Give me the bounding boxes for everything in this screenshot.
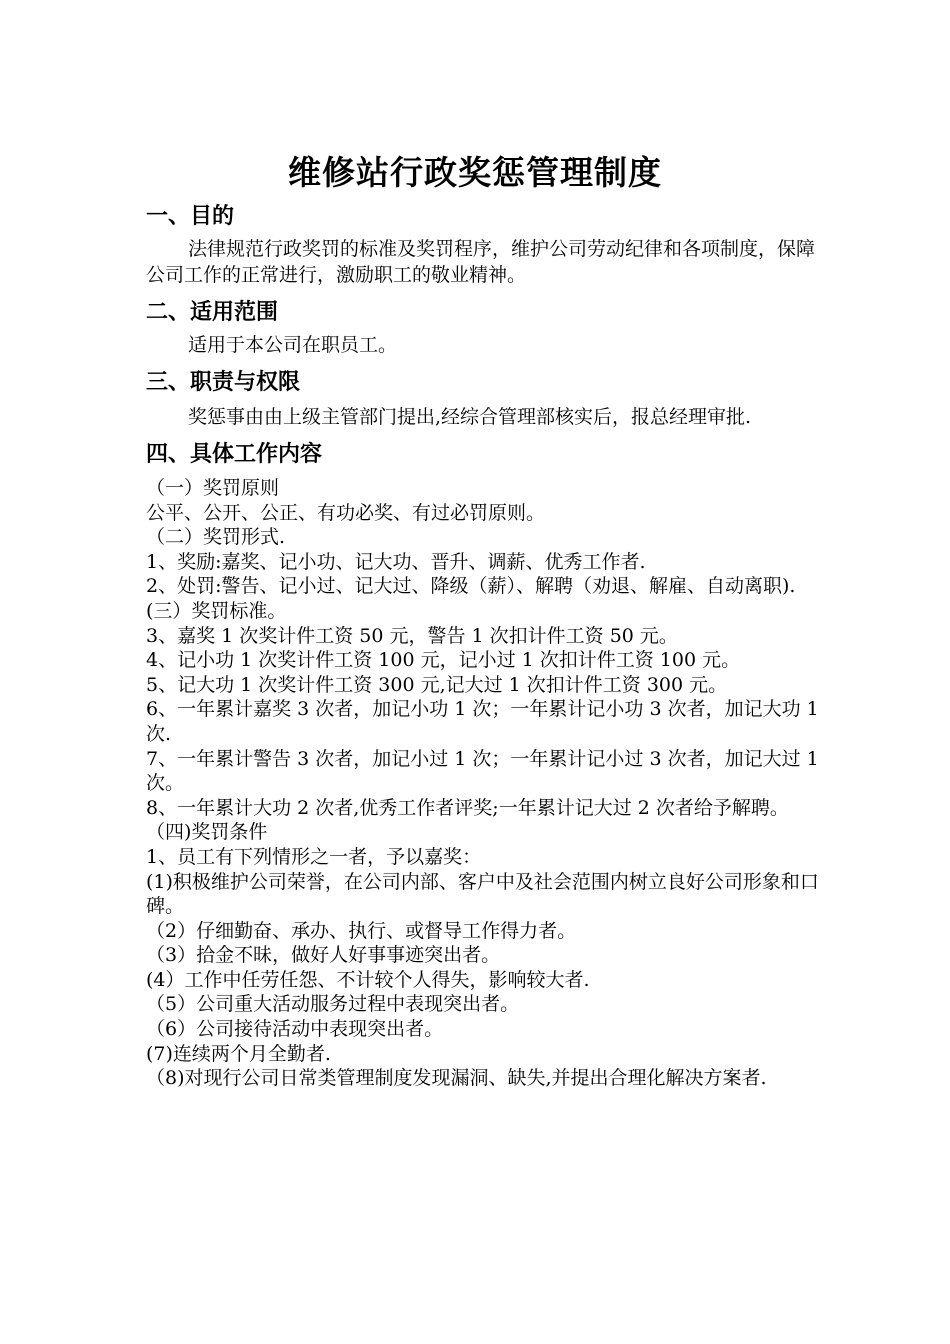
list-item: （5）公司重大活动服务过程中表现突出者。 — [146, 993, 520, 1016]
section-heading: 三、职责与权限 — [146, 370, 301, 395]
list-item: （6）公司接待活动中表现突出者。 — [146, 1018, 444, 1041]
document-title: 维修站行政奖惩管理制度 — [288, 153, 662, 193]
list-item: （四)奖罚条件 — [146, 821, 268, 844]
list-item: 公平、公开、公正、有功必奖、有过必罚原则。 — [146, 501, 546, 524]
list-item: （2）仔细勤奋、承办、执行、或督导工作得力者。 — [146, 919, 577, 942]
list-item: (1)积极维护公司荣誉，在公司内部、客户中及社会范围内树立良好公司形象和口碑。 — [146, 870, 819, 918]
list-item: 5、记大功 1 次奖计件工资 300 元,记大过 1 次扣计件工资 300 元。 — [146, 673, 728, 696]
work-item-list — [146, 476, 822, 1091]
section-paragraph: 法律规范行政奖罚的标准及奖罚程序，维护公司劳动纪律和各项制度，保障公司工作的正常进行，激励职工的敬业精神。 — [146, 238, 816, 286]
section-heading: 二、适用范围 — [146, 300, 279, 325]
section-heading: 四、具体工作内容 — [146, 442, 323, 467]
list-item: 1、奖励:嘉奖、记小功、记大功、晋升、调薪、优秀工作者. — [146, 550, 646, 573]
section-paragraph: 适用于本公司在职员工。 — [188, 334, 398, 356]
section-paragraph: 奖惩事由由上级主管部门提出,经综合管理部核实后，报总经理审批. — [188, 406, 752, 428]
list-item: (7)连续两个月全勤者. — [146, 1042, 331, 1065]
section-scope — [146, 296, 822, 358]
list-item: （一）奖罚原则 — [146, 477, 280, 499]
list-item: （二）奖罚形式. — [146, 526, 286, 549]
list-item: 4、记小功 1 次奖计件工资 100 元，记小过 1 次扣计件工资 100 元。 — [146, 649, 741, 672]
list-item: 2、处罚:警告、记小过、记大过、降级（薪）、解聘（劝退、解雇、自动离职). — [146, 575, 796, 598]
list-item: 1、员工有下列情形之一者，予以嘉奖： — [146, 845, 482, 868]
list-item: (4）工作中任劳任怨、不计较个人得失，影响较大者. — [146, 968, 590, 991]
section-responsibility — [146, 366, 822, 430]
list-item: （8)对现行公司日常类管理制度发现漏洞、缺失,并提出合理化解决方案者. — [146, 1067, 767, 1090]
list-item: 3、嘉奖 1 次奖计件工资 50 元，警告 1 次扣计件工资 50 元。 — [146, 624, 678, 647]
section-heading: 一、目的 — [146, 204, 235, 229]
list-item: (三）奖罚标准。 — [146, 599, 287, 622]
document-body — [146, 200, 822, 1091]
list-item: 6、一年累计嘉奖 3 次者，加记小功 1 次；一年累计记小功 3 次者，加记大功 1 次. — [146, 698, 819, 745]
section-purpose — [146, 200, 822, 288]
list-item: 7、一年累计警告 3 次者，加记小过 1 次；一年累计记小过 3 次者，加记大过 1 次。 — [146, 747, 819, 795]
list-item: 8、一年累计大功 2 次者,优秀工作者评奖;一年累计记大过 2 次者给予解聘。 — [146, 796, 789, 819]
section-work-content — [146, 438, 822, 1091]
list-item: （3）拾金不昧，做好人好事事迹突出者。 — [146, 944, 501, 967]
